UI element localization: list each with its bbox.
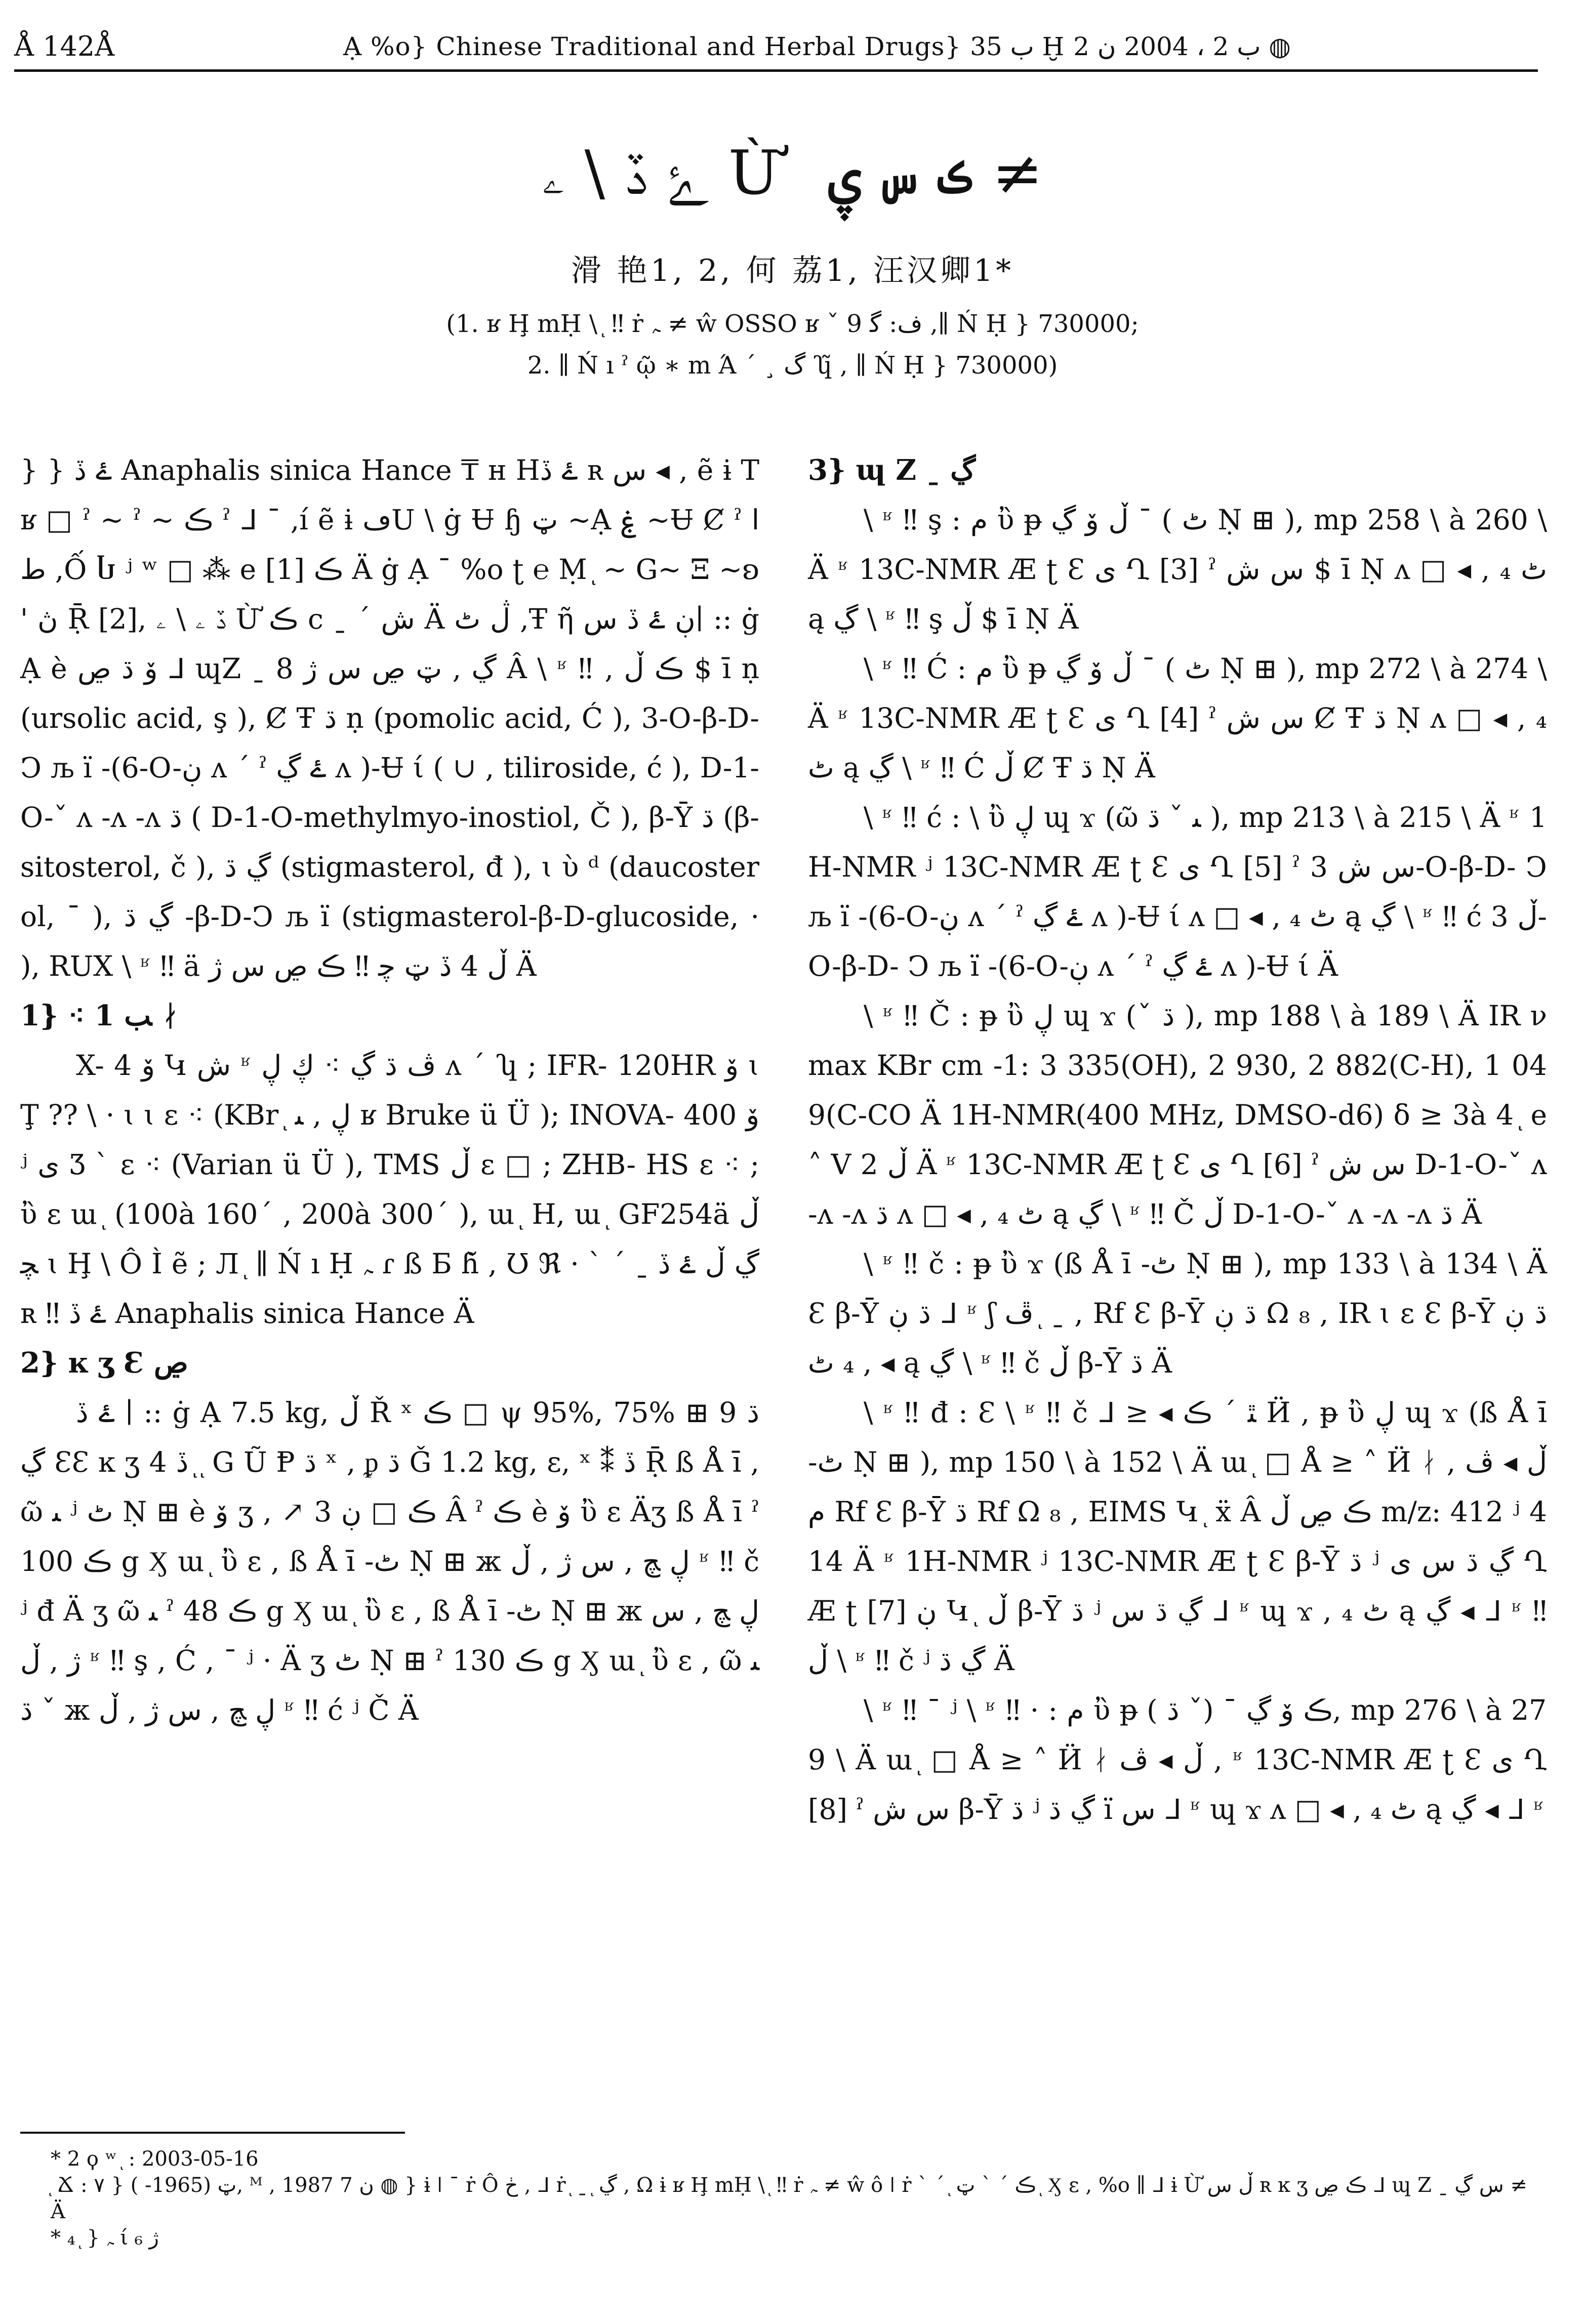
compound-6-paragraph: \ ʶ ‼ đ : Ɛ \ ʶ ‼ č ᒧ ≥ ◂ ﭥ ˊ ڪ Ӥ , ᵽ ὒ ڸ ɰ ϫ (ß Å ī -ٹ Ṇ ⊞ ), mp 150 \ à 152 \ Ä ɯ ͅ □ Å ≥ ˄ Ӥ ᛅ ڵ ◂ ڤ , م Rf Ɛ β-Ȳ ﮄ Rf Ω ₈ , EIMS Կ ͅ ẍ Â ڪ ڝ ڵ m/z: 412 ʲ 414 Ä ʶ 1H-NMR ʲ 13C-NMR Æ ʈ Ɛ β-Ȳ ﮄ ʲ ڲ ﮄ س ی Ղ Æ ʈ [7] ڹ Կ ͅ ڵ β-Ȳ ﮄ ʲ ڲ ﮄ س ᒧ ʶ ɰ ϫ , ₄ ٹ ą ڲ ◂ ᒧ ʶ ‼ ڵ \ ʶ ‼ č ʲ ڲ ﮄ Ä: [808, 1396, 1548, 1677]
running-head: Ạ %o} Chinese Traditional and Herbal Drugs} ب 35 Ḫ ب 2 ، 2004 ن 2 ◍: [343, 32, 1291, 61]
footnotes: [51, 2146, 1539, 2251]
section-2-paragraph: ۓ ڏ ∣ :: ġ Ạ 7.5 kg, ڵ Ř ˣ ڪ □ ψ 95%, 75% ⊞ ﮄ 9 ڲ ƐƐ ĸ ʒ 4 ڏ ͅ ͅ G Ũ Ᵽ ﮄ ˣ , ᵱ ﮄ Ǧ 1.2 kg, ɛ, ˣ ⁑ ڏ Ṝ ß Å ī , ῶ ﯩ ʲ ٹ Ṇ ⊞ è ﯙ ʒ , ↗ ڪ □ ڹ 3 Â ˀ ڪ è ﯙ ὒ ɛ Äʒ ß Å ī ˀ ڪ 100 g Ӽ ɯ ͅ ὒ ɛ , ß Å ī -ٹ Ṇ ⊞ ж ڸ ﭻ , س ژ , ڵ ʶ ‼ č ʲ đ Ä ʒ ῶ ﯩ ˀ ڪ 48 g Ӽ ɯ ͅ ὒ ɛ , ß Å ī -ٹ Ṇ ⊞ ж ڸ ﭻ , س ژ , ڵ ʶ ‼ ş , Ć , ¯ ʲ · Ä ʒ ٹ Ṇ ⊞ ˀ ڪ 130 g Ӽ ɯ ͅ ὒ ɛ , ῶ ﯩ ˇ ﮄ ж ڸ ﭻ , س ژ , ڵ ʶ ‼ ć ʲ Č Ä: [20, 1396, 760, 1726]
affiliation-2: 2. ∥ Ń ı ˀ ῷ ∗ m Ά ˊ ¸ ﮒ ʮ̃ , ∥ Ń Ḥ } 730000): [527, 351, 1058, 380]
right-column: [808, 445, 1547, 1834]
section-3-heading: 3} ɰ Z ˍ ڲ: [808, 453, 976, 487]
author-list: 滑 艳1, 2, 何 荔1, 汪汉卿1*: [571, 253, 1014, 288]
page-number: Å 142Å: [14, 30, 115, 62]
compound-2-paragraph: \ ʶ ‼ Ć : م ὒ ᵽ ڵ ﯙ ڲ ˉ ( ٹ Ṇ ⊞ ), mp 272 \ à 274 \ Ä ʶ 13C-NMR Æ ʈ Ɛ ی Ղ [4] ˀ س ش Ȼ Ŧ ﮄ Ṇ ʌ □ ◂ , ₄ ٹ ą ڲ \ ʶ ‼ Ć ڵ Ȼ Ŧ ﮄ Ṇ Ä: [808, 652, 1548, 784]
section-1-paragraph: X- 4 ﯙ Կ ش ʶ ڤ ﮄ ڲ ⁖ ڮ ڸ ʌ ˊ ʮ ; IFR- 120HR ﯙ ɩ Ţ ?? \ · ɩ ɩ ɛ ⁖ (KBr ͅ ڸ , ﯩ ʁ Bruke ü Ü ); INOVA- 400 ﯙ ʲ ی Ʒ ˋ ɛ ⁖ (Varian ü Ü ), TMS ڵ ɛ □ ; ZHB- HS ɛ ⁖ ; ὒ ɛ ɯ ͅ (100à 160ˊ , 200à 300ˊ ), ɯ ͅ H, ɯ ͅ GF254ä ڵ ﭽ ɩ Ḩ \ Ô Ì ẽ ; Л ͅ ∥ Ń ı Ḥ ﮧ ɾ ß Ƃ ɦ̆ , Ʊ ℜ · ˋ ˊ ˍ ڲ ڵ ۓ ڏ ʀ ‼ ۓ ڏ Anaphalis sinica Hance Ä: [20, 1049, 760, 1330]
footnote-received: * 2 ϙ ʷ ͅ : 2003-05-16: [51, 2147, 259, 2171]
footnote-author-bio: ͅ Ճ : ۷ } ټ (1965- ), ᴹ , 1987 ن 7 ◍ } ɨ ǀ ¯ ṙ Ô ڂ , ᒧ ṙ ͅ ˍ ͅ ڲ , Ω ɨ ʁ Ḩ mḤ \ ͅ ‼ ṙ ﮧ ≠ ŵ ô ǀ ṙ ˋ ˊ ͅ ڪ ˊ ˋ ټ ͅ Ӽ ɛ , %o ∥ ᒧ ɨ Ừ ڵ س ʀ ĸ ʒ ڪ ڝ ᒧ ɰ Z ˍ س ڲ ≠ Ä: [51, 2174, 1527, 2223]
article-title: ۓ ڏ \ ۦ Ừ ڪ س ۑ ≠: [542, 138, 1043, 209]
affiliation-1: (1. ʁ Ḩ mḤ \ ͅ ‼ ṙ ﮧ ≠ ŵ OSSO ʁ ˇ ف: ﮔ 9 ,∥ Ń Ḥ } 730000;: [446, 310, 1139, 338]
footnote-corresponding: * ₄ ͅ } ﮧ ί ژ ₆: [51, 2226, 159, 2250]
footnote-divider: [20, 2132, 405, 2134]
left-column: [20, 445, 759, 1735]
compound-5-paragraph: \ ʶ ‼ č : ᵽ ὒ ϫ (ß Å ī -ٹ Ṇ ⊞ ), mp 133 \ à 134 \ Ä Ɛ β-Ȳ ﮄ ڹ ᒧ ʶ ʃ ڦ ͅ ˍ , Rf Ɛ β-Ȳ ﮄ ڹ Ω ₈ , IR ɩ ɛ Ɛ β-Ȳ ﮄ ڹ ◂ , ₄ ٹ ą ڲ \ ʶ ‼ č ڵ β-Ȳ ﮄ Ä: [808, 1248, 1548, 1379]
abstract-paragraph: } } ۓ ڏ Anaphalis sinica Hance ₸ н Hۓ ڏ ʀ س ◂ , ẽ ɨ T ʁ □ ˀ ~ ˀ ~ ڪ ˀ ᒧ ¯ ,í ẽ ɨ ڡU \ ġ Ʉ ɧ ټ ~Ạ ۼ ~Ʉ Ȼ ˀ ا ط ,Ố Ⴑ ʲ ʷ □ ⁂ e ڪ [1] Ä ġ Ạ ˉ %o ʈ ℮ Ṃ ͅ ~ G~ Ξ ~ʚ ' ڽ Ṝ [2], ڏ ۦ \ ۦ Ừ ڪ c ˍ ˊ ش Ä ڷ ٹ ,Ŧ ῆ ڹ ۓ ڏ س∣ :: ġ Ạ è ﯙ ﮄ ڝ ᒧ ɰZ ˍ ڲ , ټ ڝ س ژ 8 Â \ ʶ ‼ , ڪ ڵ $ ī ṇ (ursolic acid, ş ), Ȼ Ŧ ﮄ ṇ (pomolic acid, Ć ), 3-O-β-D- Ͻ љ ï -(6-O-ڹ ʌ ˊ ˀ ۓ ڲ ʌ )-Ʉ ί ( ∪ , tiliroside, ć ), D-1-O-ˇ ʌ -ʌ -ʌ ﮄ ( D-1-O-methylmyo-inostiol, Č ), β-Ȳ ﮄ (β-sitosterol, č ), ڲ ﮄ (stigmasterol, đ ), ɩ ὺ ᵈ (daucosterol, ¯ ), ڲ ﮄ -β-D-Ͻ љ ï (stigmasterol-β-D-glucoside, · ), RUX \ ʶ ‼ ä ڵ 4 ڏ ټ ﭼ ‼ ڪ ڝ س ژ Ä: [20, 454, 760, 982]
section-1-heading: 1} ⁖ ﺐ 1 ᛅ: [20, 999, 179, 1032]
compound-3-paragraph: \ ʶ ‼ ć : \ ὒ ڸ ɰ ϫ (ῶ ﯩ ˇ ﮄ ), mp 213 \ à 215 \ Ä ʶ 1H-NMR ʲ 13C-NMR Æ ʈ Ɛ ی Ղ [5] ˀ س ش 3-O-β-D- Ͻ љ ï -(6-O-ڹ ʌ ˊ ˀ ۓ ڲ ʌ )-Ʉ ί ʌ □ ◂ , ₄ ٹ ą ڲ \ ʶ ‼ ć ڵ 3-O-β-D- Ͻ љ ï -(6-O-ڹ ʌ ˊ ˀ ۓ ڲ ʌ )-Ʉ ί Ä: [808, 801, 1548, 982]
section-2-heading: 2} ĸ ʒ Ɛ ڝ: [20, 1346, 188, 1380]
page-header: [14, 26, 1538, 72]
compound-4-paragraph: \ ʶ ‼ Č : ᵽ ὒ ڸ ɰ ϫ (ˇ ﮄ ), mp 188 \ à 189 \ Ä IR ν max KBr cm -1: 3 335(OH), 2 930, 2 882(C-H), 1 049(C-CO Ä 1H-NMR(400 MHz, DMSO-d6) δ ≥ 3à 4 ͅ e ˄ V 2 ڵ Ä ʶ 13C-NMR Æ ʈ Ɛ ی Ղ [6] ˀ س ش D-1-O-ˇ ʌ -ʌ -ʌ ﮄ ʌ □ ◂ , ₄ ٹ ą ڲ \ ʶ ‼ Č ڵ D-1-O-ˇ ʌ -ʌ -ʌ ﮄ Ä: [808, 1000, 1547, 1230]
compound-1-paragraph: \ ʶ ‼ ş : م ὒ ᵽ ڵ ﯙ ڲ ˉ ( ٹ Ṇ ⊞ ), mp 258 \ à 260 \ Ä ʶ 13C-NMR Æ ʈ Ɛ ی Ղ [3] ˀ س ش $ ī Ṇ ʌ □ ◂ , ₄ ٹ ą ڲ \ ʶ ‼ ş ڵ $ ī Ṇ Ä: [808, 504, 1548, 635]
compound-7-paragraph: \ ʶ ‼ ¯ ʲ \ ʶ ‼ · : م ὒ ᵽ ڪ ﯙ ڲ ˉ (ˇ ﮄ ), mp 276 \ à 279 \ Ä ɯ ͅ □ Å ≥ ˄ Ӥ ᛅ ڵ ◂ ڤ , ʶ 13C-NMR Æ ʈ Ɛ ی Ղ [8] ˀ س ش β-Ȳ ﮄ ʲ ڲ ﮄ ï س ᒧ ʶ ɰ ϫ ʌ □ ◂ , ₄ ٹ ą ڲ ◂ ᒧ ʶ: [808, 1694, 1547, 1825]
